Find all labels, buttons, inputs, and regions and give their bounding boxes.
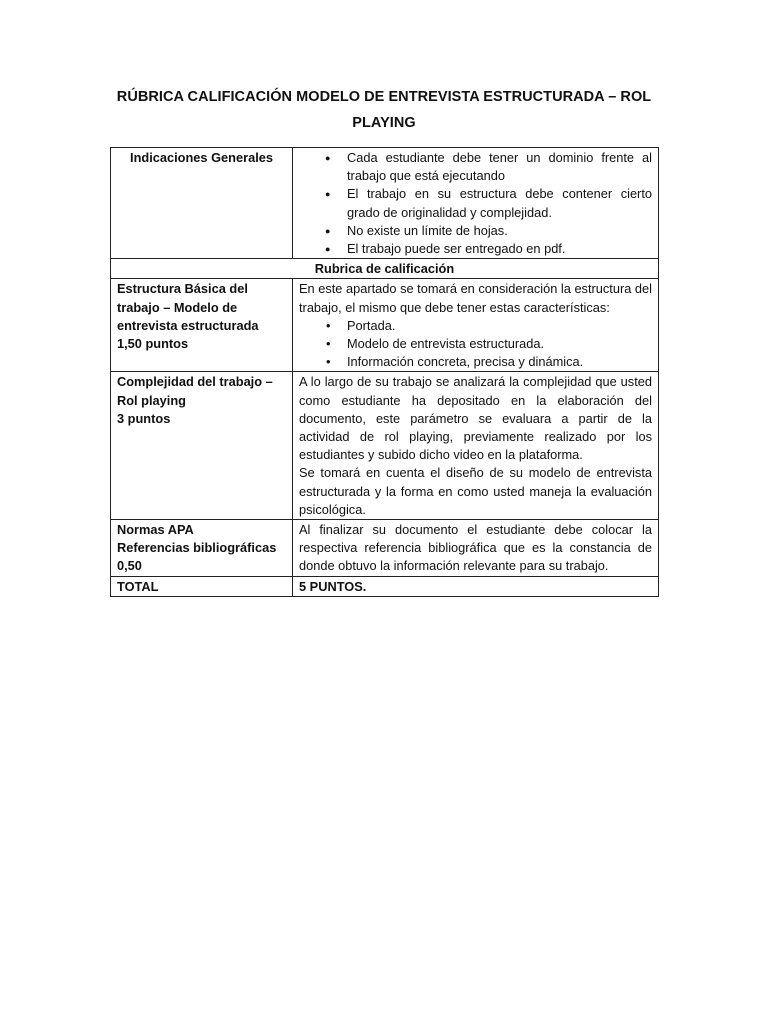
- general-indications-row: [111, 148, 659, 259]
- list-item: ● No existe un límite de hojas.: [299, 222, 652, 240]
- criterion-description: [293, 279, 659, 372]
- criterion-title: Complejidad del trabajo – Rol playing: [117, 374, 273, 408]
- list-item: ● El trabajo en su estructura debe contener cierto grado de originalidad y complejidad.: [299, 185, 652, 221]
- section-header-row: [111, 259, 659, 279]
- criterion-description: [293, 520, 659, 577]
- criterion-points: 1,50 puntos: [117, 336, 189, 352]
- criterion-items: [299, 317, 652, 372]
- criterion-title: Estructura Básica del trabajo – Modelo de entrevista estructurada: [117, 281, 259, 333]
- criterion-label: [111, 372, 293, 520]
- criterion-text: En este apartado se tomará en consideración la estructura del trabajo, el mismo que debe tener estas características:: [299, 281, 652, 315]
- general-indications-label: Indicaciones Generales: [111, 148, 293, 259]
- criterion-label: [111, 279, 293, 372]
- list-item: • Modelo de entrevista estructurada.: [299, 335, 652, 353]
- criterion-text: A lo largo de su trabajo se analizará la complejidad que usted como estudiante ha depositado en la elaboración del documento, este parámetro se evaluara a partir de la actividad de rol playing, previamente realizado por los estudiantes y subido dicho video en la plataforma.: [299, 374, 652, 463]
- total-row: [111, 576, 659, 596]
- criterion-row: [111, 520, 659, 577]
- rubric-table: [110, 147, 659, 597]
- criterion-points: 3 puntos: [117, 410, 171, 426]
- list-item: • Portada.: [299, 317, 652, 335]
- total-label: TOTAL: [111, 576, 293, 596]
- criterion-row: [111, 279, 659, 372]
- document-page: [110, 84, 658, 597]
- section-header: Rubrica de calificación: [111, 259, 659, 279]
- list-item: ● El trabajo puede ser entregado en pdf.: [299, 240, 652, 258]
- criterion-label: [111, 520, 293, 577]
- criterion-text: Al finalizar su documento el estudiante debe colocar la respectiva referencia bibliográfica que es la constancia de donde obtuvo la información relevante para su trabajo.: [299, 522, 652, 574]
- general-indications-list: [299, 149, 652, 258]
- criterion-text-extra: Se tomará en cuenta el diseño de su modelo de entrevista estructurada y la forma en como usted maneja la evaluación psicológica.: [299, 465, 652, 517]
- total-value: 5 PUNTOS.: [293, 576, 659, 596]
- criterion-row: [111, 372, 659, 520]
- list-item: ● Cada estudiante debe tener un dominio frente al trabajo que está ejecutando: [299, 149, 652, 185]
- criterion-title: Normas APA: [117, 522, 194, 538]
- criterion-subtitle: Referencias bibliográficas: [117, 540, 277, 556]
- general-indications-content: [293, 148, 659, 259]
- criterion-description: [293, 372, 659, 520]
- criterion-points: 0,50: [117, 558, 142, 574]
- list-item: • Información concreta, precisa y dinámica.: [299, 353, 652, 371]
- document-title: RÚBRICA CALIFICACIÓN MODELO DE ENTREVISTA ESTRUCTURADA – ROL PLAYING: [116, 89, 652, 131]
